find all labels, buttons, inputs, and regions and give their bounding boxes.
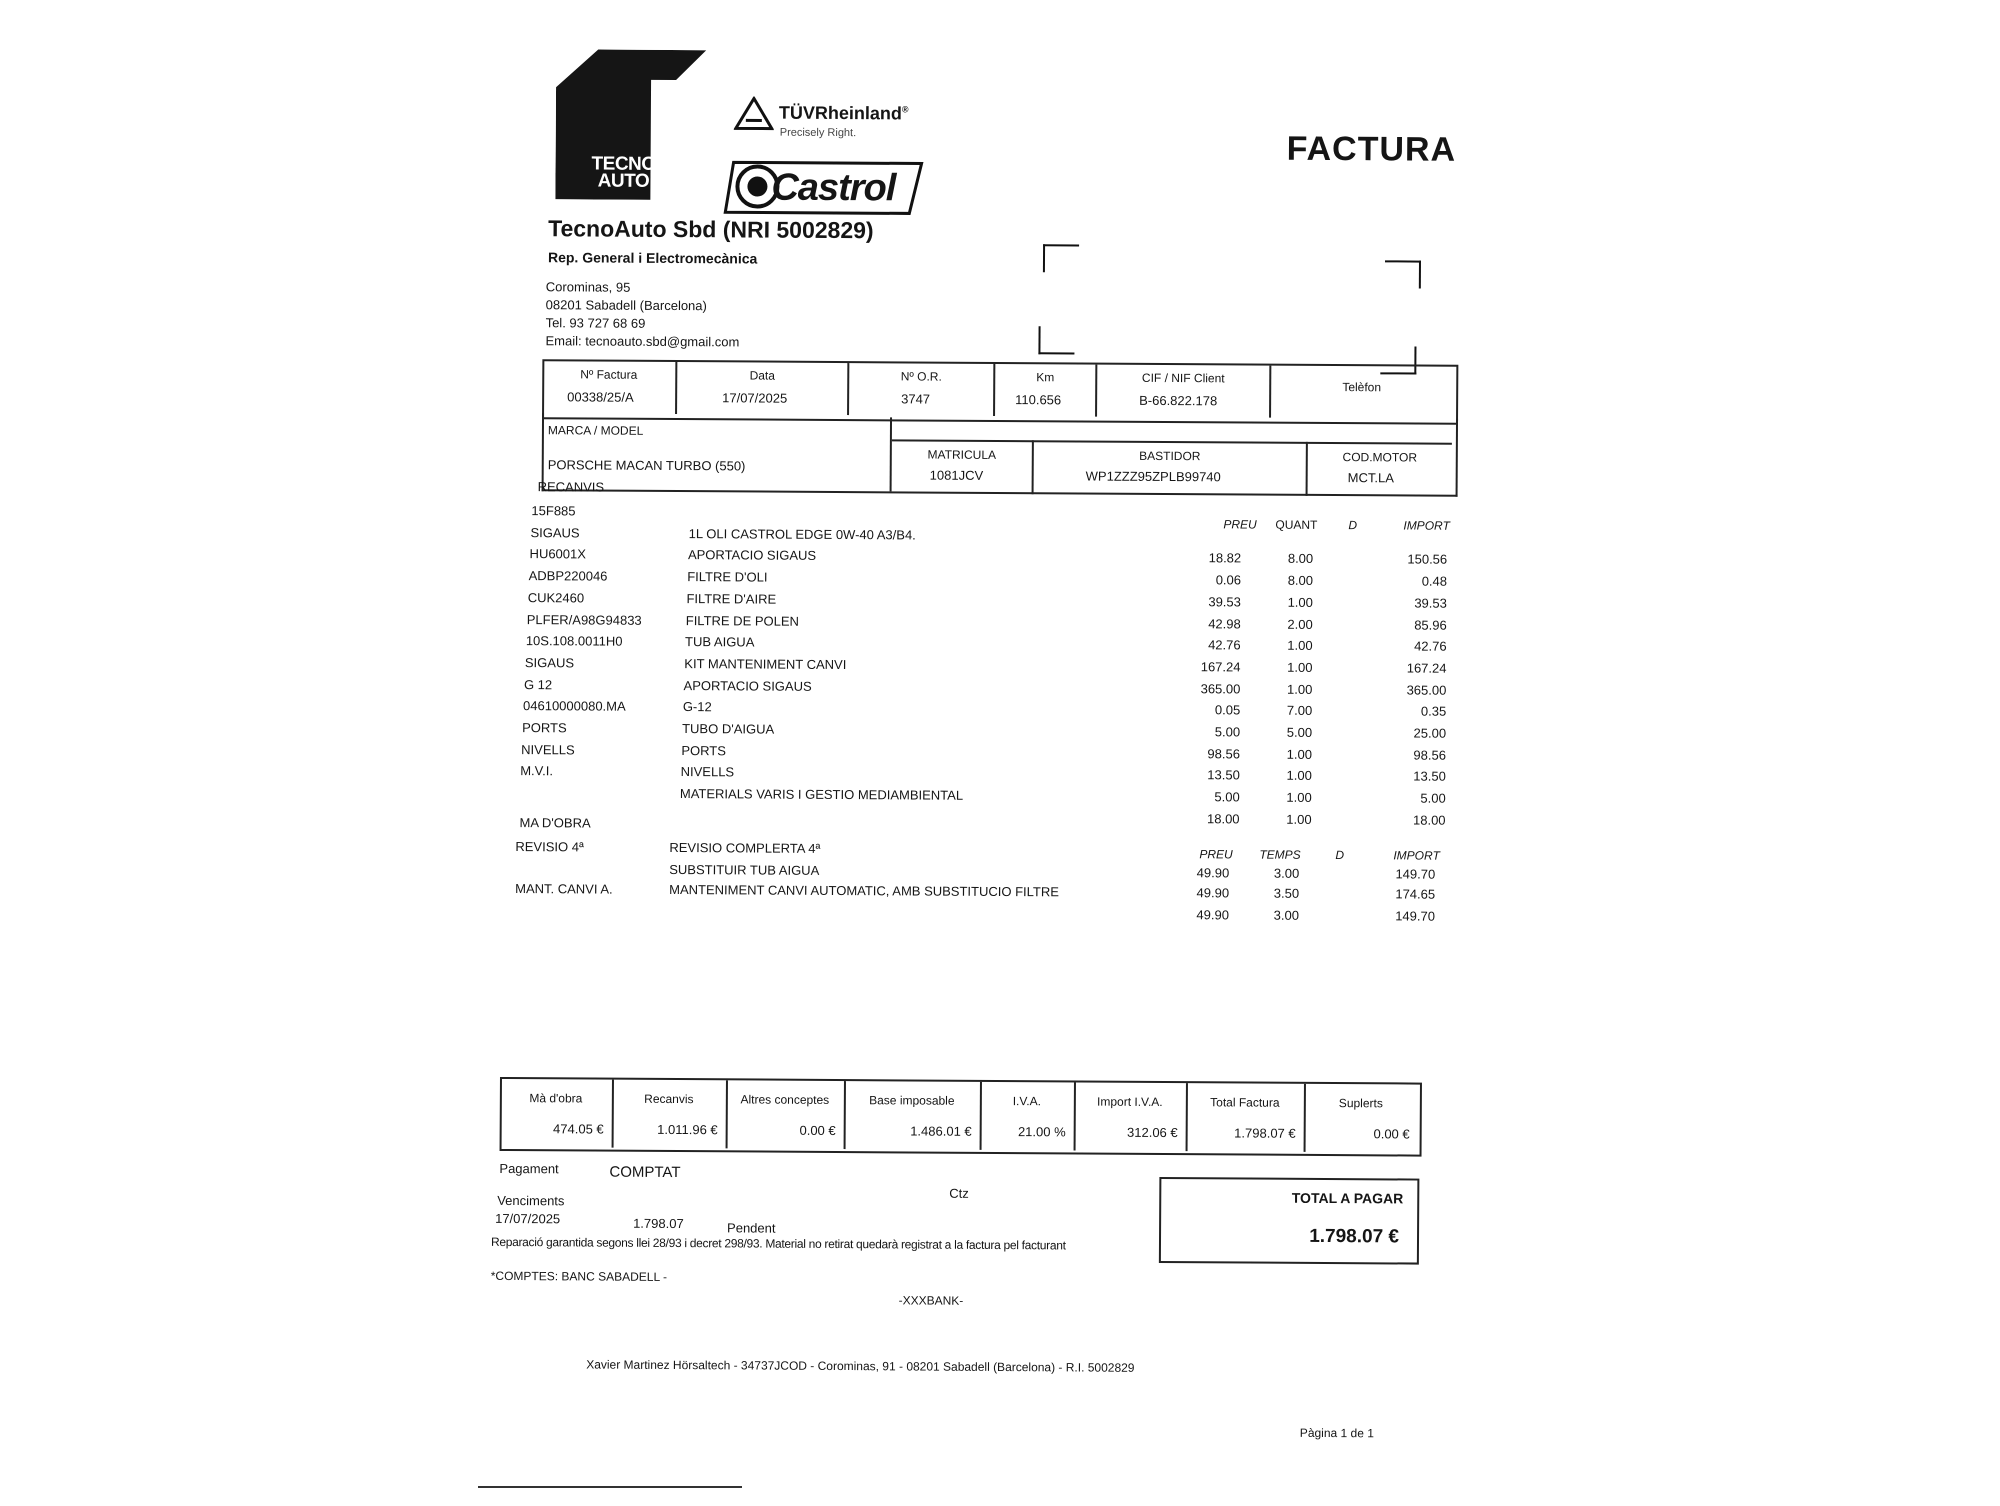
parts-code: PORTS — [522, 720, 567, 735]
totals-value: 1.486.01 € — [910, 1123, 972, 1138]
labour-price: 49.90 — [1149, 885, 1229, 900]
parts-price: 39.53 — [1161, 594, 1241, 609]
field-client-cif: CIF / NIF Client B-66.822.178 — [1097, 365, 1271, 418]
parts-amount: 167.24 — [1366, 660, 1446, 675]
address-window-corner — [1043, 244, 1079, 272]
due-amount: 1.798.07 — [633, 1216, 684, 1231]
parts-row — [5, 0, 2000, 6]
parts-row — [5, 0, 2000, 6]
labour-desc: SUBSTITUIR TUB AIGUA — [669, 862, 819, 878]
total-to-pay-label: TOTAL A PAGAR — [1292, 1190, 1404, 1207]
labour-code: REVISIO 4ª — [515, 839, 583, 854]
parts-code: NIVELLS — [521, 742, 575, 757]
parts-row — [5, 0, 2000, 6]
parts-row — [5, 0, 2000, 6]
parts-desc: FILTRE D'OLI — [687, 569, 767, 584]
parts-code: 10S.108.0011H0 — [526, 633, 623, 649]
totals-label: Altres conceptes — [726, 1092, 844, 1107]
parts-amount: 25.00 — [1366, 725, 1446, 740]
parts-desc: MATERIALS VARIS I GESTIO MEDIAMBIENTAL — [680, 786, 963, 803]
company-address: Corominas, 95 — [546, 279, 631, 295]
totals-cell — [1304, 1084, 1418, 1153]
labour-row — [5, 0, 2000, 6]
parts-code: PLFER/A98G94833 — [527, 612, 642, 628]
labour-col-amount: IMPORT — [1393, 848, 1440, 862]
parts-amount: 13.50 — [1366, 768, 1446, 783]
company-subtitle: Rep. General i Electromecànica — [548, 249, 757, 266]
totals-label: Base imposable — [844, 1093, 980, 1108]
parts-col-price: PREU — [1223, 517, 1256, 531]
payment-method: COMPTAT — [609, 1164, 680, 1181]
totals-label: Recanvis — [612, 1092, 726, 1107]
labour-time: 3.50 — [1219, 885, 1299, 900]
castrol-wordmark: Castrol — [771, 167, 895, 211]
totals-cell — [1186, 1083, 1306, 1152]
labour-desc: REVISIO COMPLERTA 4ª — [669, 840, 820, 856]
parts-code: 15F885 — [531, 503, 575, 518]
totals-value: 1.011.96 € — [657, 1122, 718, 1137]
parts-col-qty: QUANT — [1275, 518, 1317, 532]
parts-amount: 85.96 — [1367, 617, 1447, 632]
totals-value: 1.798.07 € — [1234, 1125, 1296, 1140]
totals-value: 0.00 € — [1373, 1126, 1409, 1141]
logo-text: TECNO AUTO — [573, 155, 673, 190]
parts-desc: FILTRE D'AIRE — [686, 591, 776, 607]
field-invoice-number: Nº Factura 00338/25/A — [542, 361, 677, 414]
parts-desc: FILTRE DE POLEN — [686, 613, 799, 629]
ctz-label: Ctz — [949, 1186, 969, 1201]
parts-code: HU6001X — [530, 546, 586, 561]
parts-qty: 5.00 — [1232, 724, 1312, 739]
parts-price: 5.00 — [1160, 724, 1240, 739]
labour-code: MANT. CANVI A. — [515, 881, 613, 897]
totals-label: I.V.A. — [980, 1094, 1074, 1109]
company-email: Email: tecnoauto.sbd@gmail.com — [545, 333, 739, 349]
total-to-pay-box — [1159, 1177, 1420, 1265]
parts-desc: TUB AIGUA — [685, 634, 754, 649]
totals-cell — [612, 1080, 728, 1149]
totals-value: 312.06 € — [1127, 1125, 1178, 1140]
parts-qty: 1.00 — [1232, 767, 1312, 782]
parts-code: ADBP220046 — [529, 568, 608, 583]
address-window-corner — [1385, 260, 1421, 288]
tuv-name: TÜVRheinland® — [779, 103, 909, 125]
parts-code: G 12 — [524, 677, 552, 692]
parts-row — [5, 0, 2000, 6]
parts-price: 13.50 — [1160, 767, 1240, 782]
totals-value: 0.00 € — [799, 1123, 835, 1138]
parts-amount: 150.56 — [1367, 551, 1447, 566]
parts-code: M.V.I. — [520, 763, 553, 778]
parts-desc: PORTS — [681, 743, 726, 758]
parts-amount: 365.00 — [1366, 682, 1446, 697]
labour-desc: MANTENIMENT CANVI AUTOMATIC, AMB SUBSTITUCIO FILTRE — [669, 882, 1059, 899]
parts-desc: TUBO D'AIGUA — [682, 721, 774, 737]
parts-price: 167.24 — [1160, 659, 1240, 674]
parts-qty: 1.00 — [1232, 746, 1312, 761]
due-status: Pendent — [727, 1220, 776, 1235]
labour-amount: 149.70 — [1355, 866, 1435, 881]
parts-price: 98.56 — [1160, 746, 1240, 761]
labour-row — [5, 0, 2000, 6]
field-engine-code: COD.MOTOR MCT.LA — [1308, 442, 1452, 497]
field-chassis: BASTIDOR WP1ZZZ95ZPLB99740 — [1034, 440, 1308, 496]
labour-col-discount: D — [1335, 848, 1344, 862]
company-city: 08201 Sabadell (Barcelona) — [546, 297, 707, 313]
parts-code: CUK2460 — [528, 590, 584, 605]
parts-amount: 0.48 — [1367, 573, 1447, 588]
totals-label: Import I.V.A. — [1074, 1094, 1186, 1109]
parts-qty: 7.00 — [1232, 702, 1312, 717]
parts-price: 365.00 — [1160, 681, 1240, 696]
bank-account-line: *COMPTES: BANC SABADELL - — [491, 1269, 667, 1284]
field-phone: Telèfon — [1271, 366, 1452, 419]
parts-row — [5, 0, 2000, 6]
field-km: Km 110.656 — [995, 364, 1097, 417]
totals-cell — [726, 1080, 846, 1149]
parts-qty: 1.00 — [1232, 789, 1312, 804]
parts-price: 0.05 — [1160, 702, 1240, 717]
parts-row — [5, 0, 2000, 6]
labour-col-time: TEMPS — [1259, 848, 1300, 862]
parts-row — [5, 0, 2000, 6]
parts-qty: 1.00 — [1233, 594, 1313, 609]
field-plate: MATRICULA 1081JCV — [892, 439, 1034, 494]
parts-row — [5, 0, 2000, 6]
totals-value: 21.00 % — [1018, 1124, 1066, 1139]
parts-price: 5.00 — [1160, 789, 1240, 804]
parts-amount: 5.00 — [1366, 790, 1446, 805]
field-brand-model: MARCA / MODEL PORSCHE MACAN TURBO (550) — [542, 415, 892, 491]
parts-amount: 18.00 — [1366, 812, 1446, 827]
parts-table — [5, 0, 2000, 6]
footer-legal: Xavier Martinez Hörsaltech - 34737JCOD - Corominas, 91 - 08201 Sabadell (Barcelona) - R.I. 5002829 — [586, 1357, 1134, 1374]
due-date: 17/07/2025 — [495, 1211, 560, 1226]
payment-label: Pagament — [499, 1161, 558, 1176]
scan-edge-line — [478, 1486, 742, 1488]
parts-desc: 1L OLI CASTROL EDGE 0W-40 A3/B4. — [689, 526, 916, 542]
labour-row — [5, 0, 2000, 6]
labour-col-price: PREU — [1199, 847, 1232, 861]
tuv-subtitle: Precisely Right. — [780, 127, 856, 139]
parts-qty: 1.00 — [1232, 681, 1312, 696]
totals-label: Mà d'obra — [500, 1091, 612, 1106]
totals-table — [5, 0, 2000, 6]
parts-col-amount: IMPORT — [1403, 518, 1450, 532]
parts-row — [5, 0, 2000, 6]
field-date: Data 17/07/2025 — [677, 362, 849, 415]
parts-row — [5, 0, 2000, 6]
parts-qty: 8.00 — [1233, 550, 1313, 565]
field-order-number: Nº O.R. 3747 — [849, 363, 995, 416]
totals-label: Suplerts — [1304, 1096, 1418, 1111]
labour-amount: 149.70 — [1355, 908, 1435, 923]
labour-section-title: MA D'OBRA — [520, 815, 591, 830]
labour-row — [5, 0, 2000, 6]
parts-row — [5, 0, 2000, 6]
parts-amount: 0.35 — [1366, 703, 1446, 718]
parts-desc: KIT MANTENIMENT CANVI — [684, 656, 846, 672]
parts-qty: 8.00 — [1233, 572, 1313, 587]
parts-qty: 1.00 — [1233, 637, 1313, 652]
parts-price: 42.76 — [1161, 637, 1241, 652]
parts-qty: 1.00 — [1232, 659, 1312, 674]
parts-price: 18.00 — [1160, 811, 1240, 826]
address-window-corner — [1038, 326, 1074, 354]
parts-qty: 1.00 — [1232, 811, 1312, 826]
totals-cell — [980, 1082, 1076, 1151]
parts-code: SIGAUS — [530, 525, 579, 540]
labour-time: 3.00 — [1219, 907, 1299, 922]
document-title: FACTURA — [1287, 130, 1457, 170]
parts-desc: APORTACIO SIGAUS — [688, 547, 816, 563]
parts-amount: 98.56 — [1366, 747, 1446, 762]
parts-amount: 39.53 — [1367, 595, 1447, 610]
company-phone: Tel. 93 727 68 69 — [546, 315, 646, 331]
parts-section-title: RECANVIS — [538, 479, 605, 494]
parts-row — [5, 0, 2000, 6]
labour-table — [5, 0, 2000, 6]
labour-price: 49.90 — [1149, 865, 1229, 880]
parts-amount: 42.76 — [1367, 638, 1447, 653]
bank-account-ref: -XXXBANK- — [899, 1293, 964, 1307]
parts-code: SIGAUS — [525, 655, 574, 670]
parts-desc: G-12 — [683, 699, 712, 714]
parts-code: 04610000080.MA — [523, 698, 626, 714]
totals-cell — [500, 1079, 614, 1148]
company-name: TecnoAuto Sbd (NRI 5002829) — [548, 215, 874, 244]
labour-price: 49.90 — [1149, 907, 1229, 922]
warranty-note: Reparació garantida segons llei 28/93 i decret 298/93. Material no retirat quedarà registrat a la factura pel facturant — [491, 1235, 1066, 1253]
totals-cell — [844, 1081, 982, 1150]
due-label: Venciments — [497, 1193, 564, 1208]
totals-label: Total Factura — [1186, 1095, 1304, 1110]
parts-col-discount: D — [1348, 518, 1357, 532]
parts-price: 18.82 — [1161, 550, 1241, 565]
parts-row — [5, 0, 2000, 6]
totals-value: 474.05 € — [553, 1121, 604, 1136]
parts-row — [5, 0, 2000, 6]
total-to-pay-value: 1.798.07 € — [1309, 1226, 1399, 1249]
labour-amount: 174.65 — [1355, 886, 1435, 901]
parts-desc: APORTACIO SIGAUS — [684, 678, 812, 694]
totals-cell — [1074, 1082, 1188, 1151]
tuv-triangle-icon — [734, 96, 774, 130]
parts-price: 0.06 — [1161, 572, 1241, 587]
parts-desc: NIVELLS — [681, 764, 735, 779]
parts-qty: 2.00 — [1233, 616, 1313, 631]
page-number: Pàgina 1 de 1 — [1300, 1426, 1374, 1440]
parts-price: 42.98 — [1161, 616, 1241, 631]
labour-time: 3.00 — [1219, 865, 1299, 880]
